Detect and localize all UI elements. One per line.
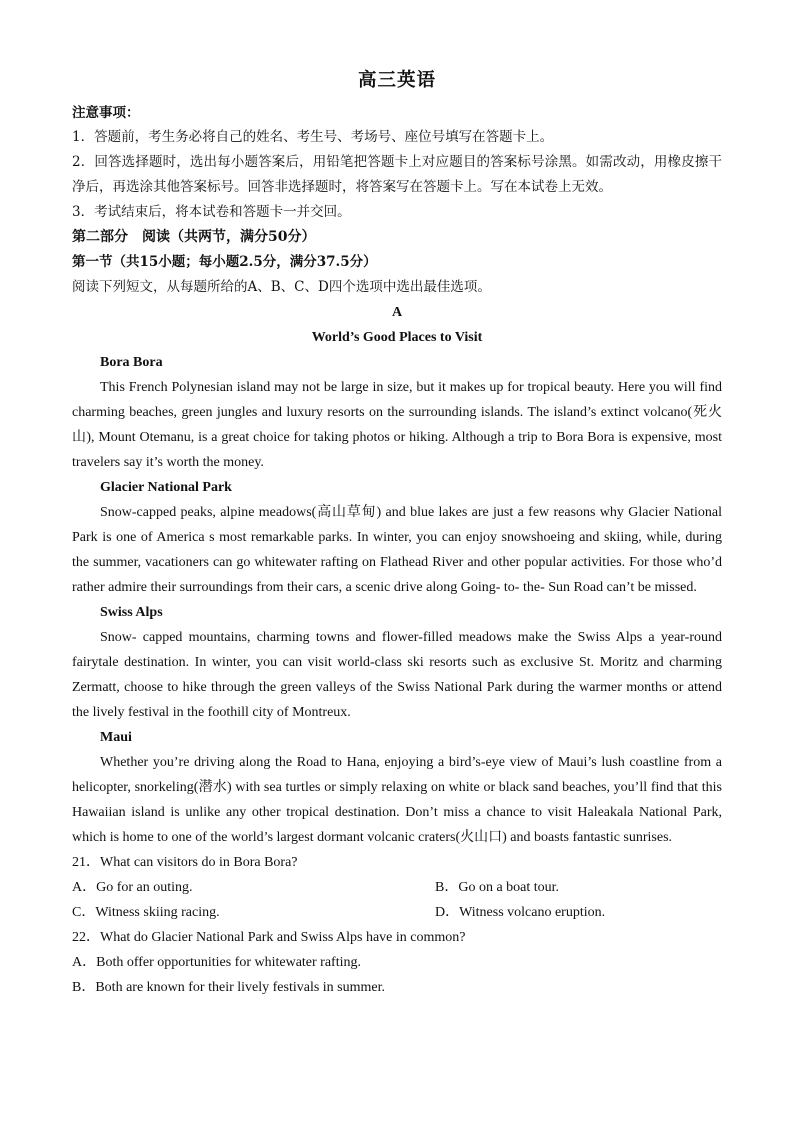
page-title: 高三英语 (357, 70, 436, 91)
instruction-text: 阅读下列短文，从每题所给的A、B、C、D四个选项中选出最佳选项。 (72, 279, 491, 295)
section-heading: 第一节（共15小题；每小题2.5分，满分37.5分） (72, 254, 377, 270)
option-c[interactable]: C．Witness skiing racing. (72, 905, 220, 920)
exam-page (72, 66, 722, 1000)
question-22-stem: 22．What do Glacier National Park and Swiss Alps have in common? (72, 930, 466, 945)
notes-heading: 注意事项： (72, 105, 140, 121)
part-heading: 第二部分 阅读（共两节，满分50分） (72, 229, 316, 245)
option-b[interactable]: B．Go on a boat tour. (435, 880, 560, 895)
place-paragraph: Snow-capped peaks, alpine meadows(高山草甸) and blue lakes are just a few reasons why Glacier National Park is one of America s most remarkable parks. In winter, you can enjoy snowshoeing and skiing, while, during the summer, vacationers can go whitewater rafting on Flathead River and other popular activities. For those who’d rather admire their surroundings from their cars, a scenic drive along Going- to- the- Sun Road can’t be missed. (72, 505, 722, 595)
passage-title: World’s Good Places to Visit (311, 330, 483, 345)
option-a[interactable]: A．Go for an outing. (72, 880, 193, 895)
place-heading-maui: Maui (100, 730, 132, 745)
place-heading-glacier: Glacier National Park (100, 480, 232, 495)
passage-letter: A (391, 305, 403, 320)
question-21-stem: 21．What can visitors do in Bora Bora? (72, 855, 298, 870)
option-b[interactable]: B．Both are known for their lively festivals in summer. (72, 980, 386, 995)
place-paragraph: This French Polynesian island may not be large in size, but it makes up for tropical beauty. Here you will find charming beaches, green jungles and luxury resorts on the surrounding islands. The island’s extinct volcano(死火山), Mount Otemanu, is a great choice for taking photos or hiking. Although a trip to Bora Bora is expensive, most travelers say it’s worth the money. (72, 380, 722, 470)
place-paragraph: Whether you’re driving along the Road to Hana, enjoying a bird’s-eye view of Maui’s lush coastline from a helicopter, snorkeling(潜水) with sea turtles or simply relaxing on white or black sand beaches, you’ll find that this Hawaiian island is unlike any other tropical destination. Don’t miss a chance to visit Haleakala National Park, which is home to one of the world’s largest dormant volcanic craters(火山口) and boasts fantastic sunrises. (72, 755, 722, 845)
option-a[interactable]: A．Both offer opportunities for whitewater rafting. (72, 955, 362, 970)
note-item: 3．考试结束后，将本试卷和答题卡一并交回。 (72, 204, 351, 220)
question-21-options (72, 875, 722, 925)
note-item: 2．回答选择题时，选出每小题答案后，用铅笔把答题卡上对应题目的答案标号涂黑。如需改动，用橡皮擦干净后，再选涂其他答案标号。回答非选择题时，将答案写在答题卡上。写在本试卷上无效。 (72, 154, 722, 195)
place-heading-swiss-alps: Swiss Alps (100, 605, 163, 620)
place-heading-bora-bora: Bora Bora (100, 355, 163, 370)
place-paragraph: Snow- capped mountains, charming towns and flower-filled meadows make the Swiss Alps a year-round fairytale destination. In winter, you can visit world-class ski resorts such as exclusive St. Moritz and charming Zermatt, choose to hike through the green valleys of the Swiss National Park during the warmer months or attend the lively festival in the foothill city of Montreux. (72, 630, 722, 720)
option-d[interactable]: D．Witness volcano eruption. (435, 905, 606, 920)
note-item: 1．答题前，考生务必将自己的姓名、考生号、考场号、座位号填写在答题卡上。 (72, 129, 554, 145)
